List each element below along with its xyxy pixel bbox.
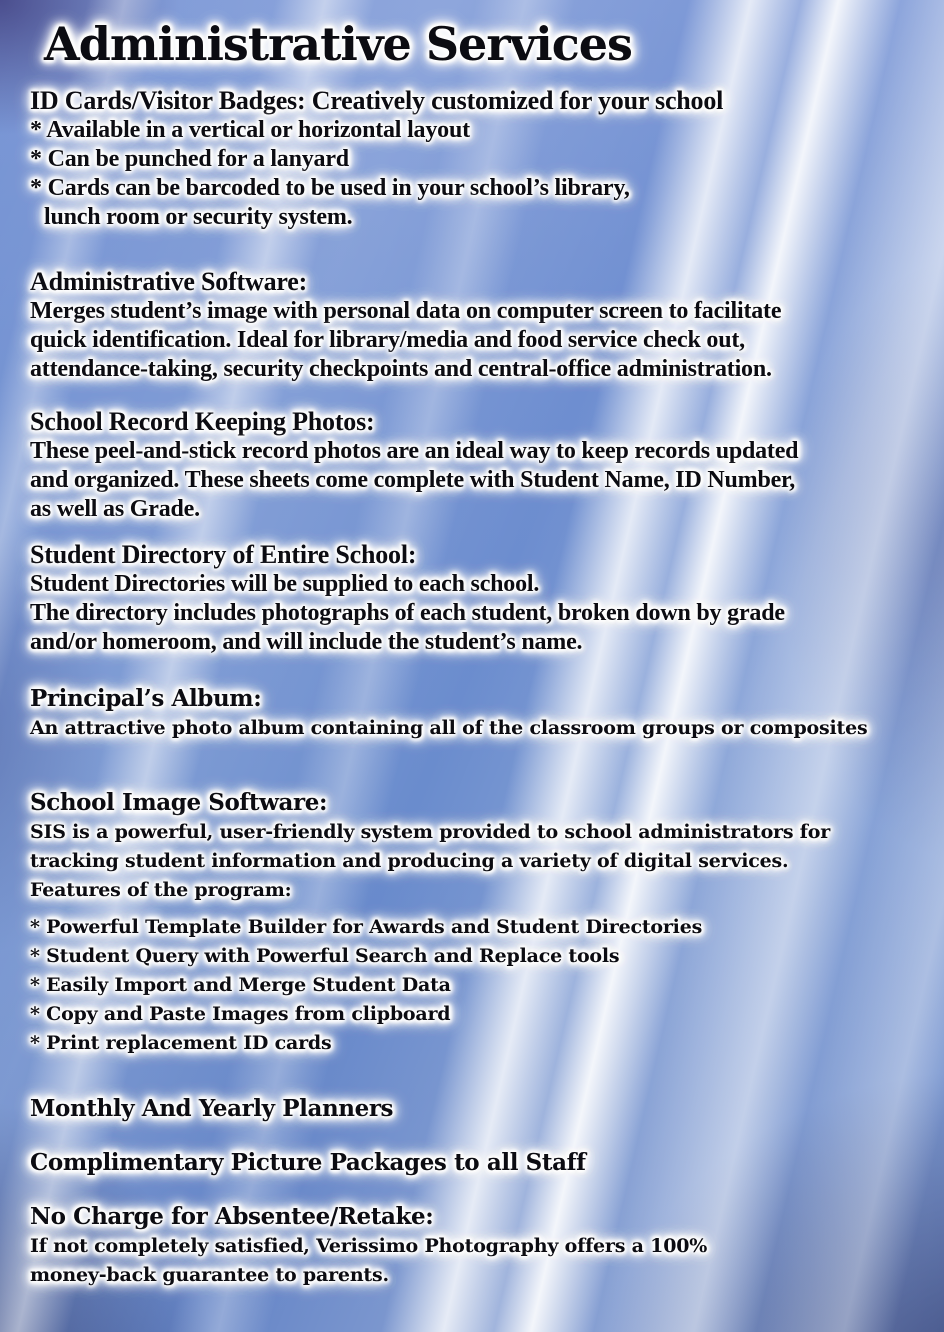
body-line: quick identification. Ideal for library/media and food service check out, [30, 326, 745, 353]
section-heading: Student Directory of Entire School: [30, 539, 417, 569]
section-heading: Complimentary Picture Packages to all Staff [30, 1148, 586, 1176]
bullet-item: * Cards can be barcoded to be used in your school’s library, [30, 174, 630, 201]
section-school-image-software [30, 788, 928, 1058]
bullet-item: * Student Query with Powerful Search and Replace tools [30, 944, 620, 967]
body-line: tracking student information and producing a variety of digital services. [30, 849, 789, 872]
body-line: as well as Grade. [30, 495, 200, 522]
body-line: An attractive photo album containing all of the classroom groups or composites [30, 716, 868, 739]
bullet-item: * Easily Import and Merge Student Data [30, 973, 451, 996]
feature-list [30, 913, 928, 1058]
section-student-directory [30, 539, 928, 657]
body-line: SIS is a powerful, user-friendly system provided to school administrators for [30, 820, 831, 843]
section-no-charge-absentee-retake [30, 1202, 928, 1290]
bullet-item: * Copy and Paste Images from clipboard [30, 1002, 451, 1025]
bullet-item: * Print replacement ID cards [30, 1031, 332, 1054]
bullet-item: * Available in a vertical or horizontal layout [30, 116, 470, 143]
section-heading: Monthly And Yearly Planners [30, 1094, 394, 1122]
bullet-item: * Powerful Template Builder for Awards and Student Directories [30, 915, 703, 938]
bullet-item-continuation: lunch room or security system. [44, 203, 353, 230]
section-administrative-software [30, 266, 928, 384]
body-line: Student Directories will be supplied to each school. [30, 570, 540, 597]
section-heading: Principal’s Album: [30, 684, 262, 712]
body-line: Merges student’s image with personal data on computer screen to facilitate [30, 297, 782, 324]
section-principals-album [30, 684, 928, 743]
page-title: Administrative Services [44, 17, 632, 71]
body-line: and/or homeroom, and will include the student’s name. [30, 628, 583, 655]
body-line: money-back guarantee to parents. [30, 1263, 389, 1286]
section-id-cards [30, 85, 928, 232]
section-heading: ID Cards/Visitor Badges: Creatively customized for your school [30, 85, 724, 115]
flyer-content [30, 18, 928, 1290]
body-line: Features of the program: [30, 878, 292, 901]
bullet-item: * Can be punched for a lanyard [30, 145, 349, 172]
section-heading: School Record Keeping Photos: [30, 406, 375, 436]
body-line: These peel-and-stick record photos are an ideal way to keep records updated [30, 437, 799, 464]
section-school-record-keeping-photos [30, 406, 928, 524]
section-monthly-yearly-planners [30, 1094, 928, 1124]
section-heading: School Image Software: [30, 788, 328, 816]
body-line: The directory includes photographs of each student, broken down by grade [30, 599, 785, 626]
section-complimentary-picture-packages [30, 1148, 928, 1178]
section-heading: No Charge for Absentee/Retake: [30, 1202, 434, 1230]
body-line: If not completely satisfied, Verissimo Photography offers a 100% [30, 1234, 708, 1257]
section-heading: Administrative Software: [30, 266, 308, 296]
body-line: and organized. These sheets come complete with Student Name, ID Number, [30, 466, 796, 493]
body-line: attendance-taking, security checkpoints and central-office administration. [30, 355, 772, 382]
